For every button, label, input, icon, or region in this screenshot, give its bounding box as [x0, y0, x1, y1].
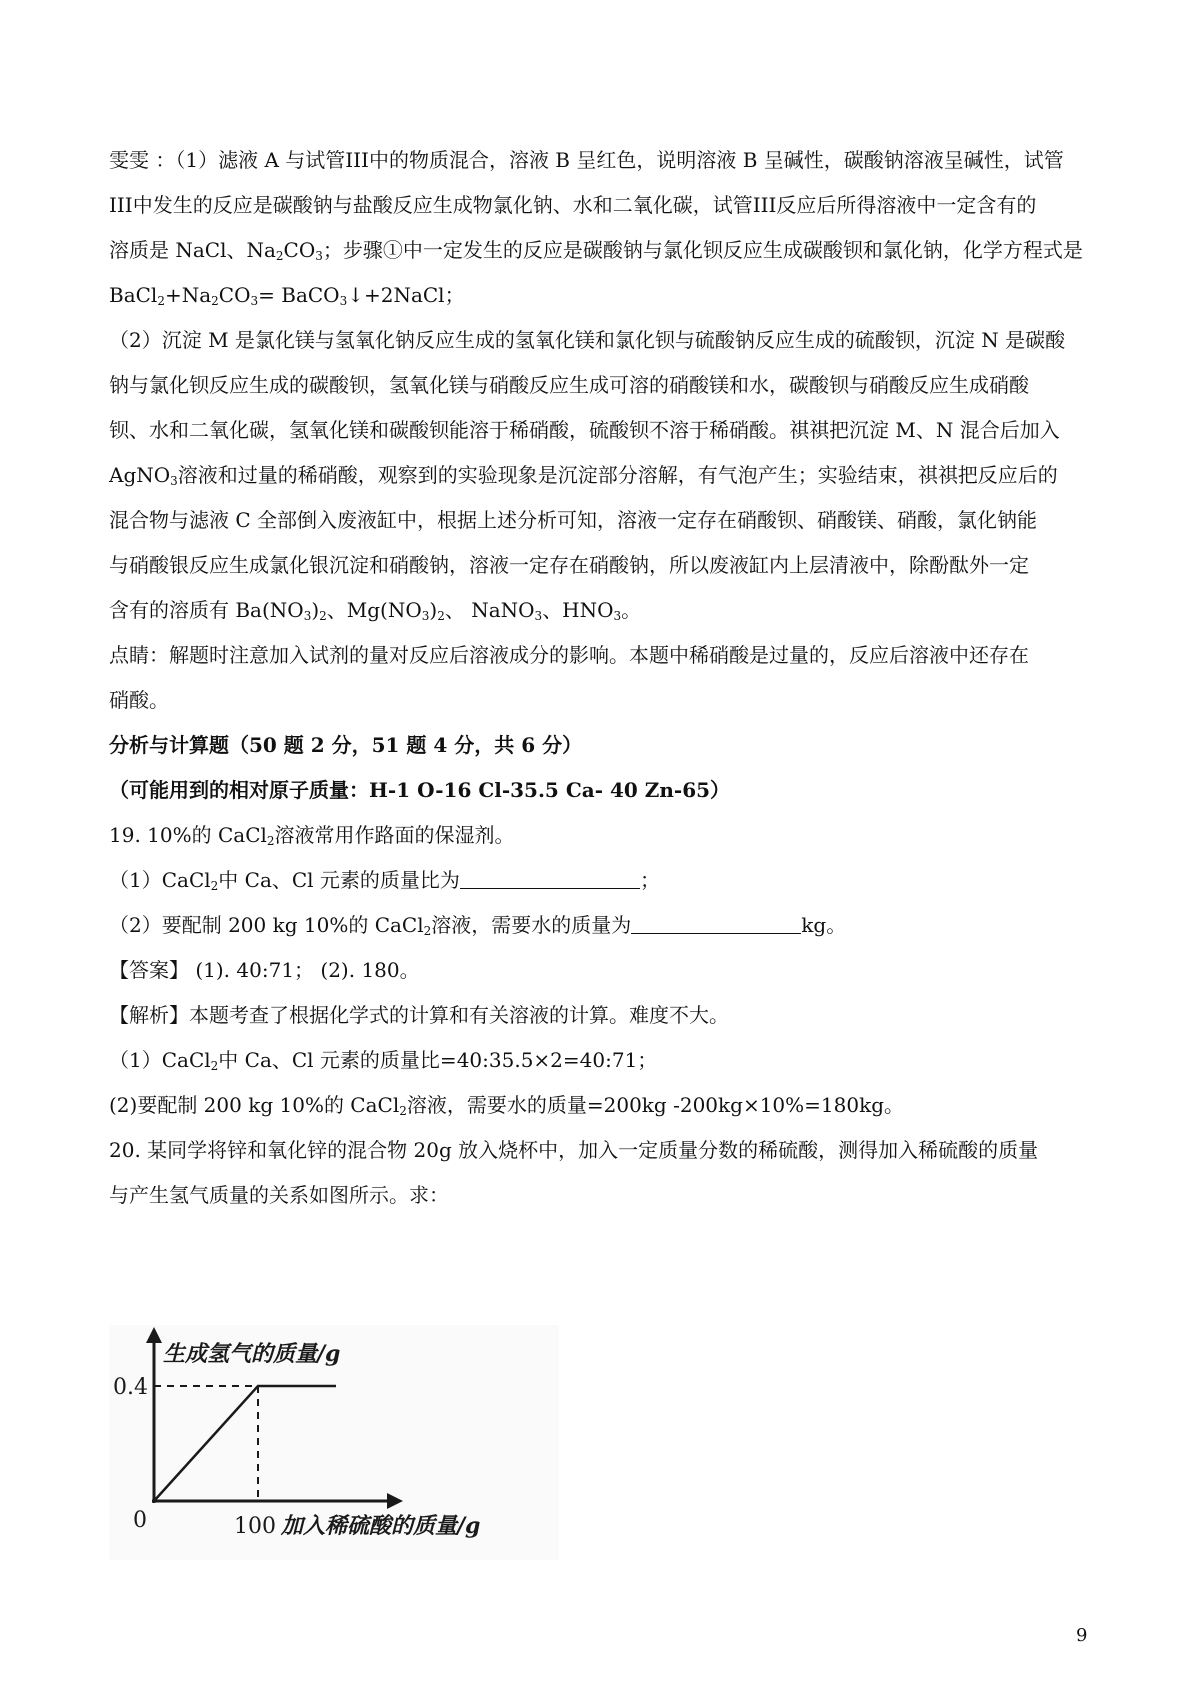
question-20-line-2: [109, 1181, 1099, 1209]
paragraph-line: [109, 596, 1099, 624]
text: （2）沉淀 M 是氯化镁与氢氧化钠反应生成的氢氧化镁和氯化钡与硫酸钠反应生成的硫酸钡，沉淀 N 是碳酸: [109, 328, 1066, 352]
x-axis-label: 加入稀硫酸的质量/g: [281, 1513, 481, 1539]
subscript: 3: [170, 474, 178, 488]
subscript: 3: [534, 609, 543, 623]
text: 钡、水和二氧化碳，氢氧化镁和碳酸钡能溶于稀硝酸，硫酸钡不溶于稀硝酸。祺祺把沉淀 M、N 混合后加入: [109, 418, 1060, 442]
text: ): [311, 598, 320, 622]
answer-blank[interactable]: [460, 868, 640, 889]
subscript: 2: [275, 249, 284, 263]
paragraph-line: [109, 146, 1099, 174]
text: 溶液常用作路面的保湿剂。: [274, 823, 515, 847]
text: 硝酸。: [109, 688, 169, 712]
text: CO: [283, 238, 316, 262]
text: （1）CaCl: [109, 1048, 211, 1072]
text: (2)要配制 200 kg 10%的 CaCl: [109, 1093, 400, 1117]
chemical-equation: [109, 281, 1099, 309]
tip-paragraph: [109, 641, 1099, 669]
paragraph-line: [109, 551, 1099, 579]
subscript: 3: [250, 294, 259, 308]
subscript: 3: [421, 609, 430, 623]
origin-label: 0: [133, 1508, 147, 1533]
text: 溶液，需要水的质量为: [431, 913, 632, 937]
subscript: 3: [613, 609, 622, 623]
text: （1）CaCl: [109, 868, 211, 892]
question-19-part-2: [109, 911, 1099, 939]
text: 含有的溶质有 Ba(NO: [109, 598, 304, 622]
text: 雯雯 ：（1）滤液 A 与试管III中的物质混合，溶液 B 呈红色，说明溶液 B 呈碱性，碳酸钠溶液呈碱性，试管: [109, 148, 1064, 172]
text: 19. 10%的 CaCl: [109, 823, 267, 847]
data-series-line: [154, 1386, 336, 1501]
text: CO: [218, 283, 251, 307]
text: ；步骤①中一定发生的反应是碳酸钠与氯化钡反应生成碳酸钡和氯化钠，化学方程式是: [322, 238, 1083, 262]
text: 【答案】 (1). 40:71； (2). 180。: [109, 958, 420, 982]
text: 与硝酸银反应生成氯化银沉淀和硝酸钠，溶液一定存在硝酸钠，所以废液缸内上层清液中，除酚酞外一定: [109, 553, 1029, 577]
subscript: 2: [210, 1059, 219, 1073]
text: 混合物与滤液 C 全部倒入废液缸中，根据上述分析可知，溶液一定存在硝酸钡、硝酸镁、硝酸，氯化钠能: [109, 508, 1038, 532]
text: ↓+2NaCl；: [347, 283, 465, 307]
subscript: 2: [210, 879, 219, 893]
subscript: 2: [157, 294, 165, 308]
analysis-part-2: [109, 1091, 1099, 1119]
question-20: [109, 1136, 1099, 1164]
page-number: 9: [1076, 1625, 1088, 1646]
analysis-line: [109, 1001, 1099, 1029]
x-axis-arrow: [387, 1493, 403, 1509]
text: 溶液，需要水的质量=200kg -200kg×10%=180kg。: [406, 1093, 905, 1117]
text: 分析与计算题（50 题 2 分，51 题 4 分，共 6 分）: [109, 733, 583, 757]
answer-line: [109, 956, 1099, 984]
subscript: 3: [315, 249, 323, 263]
text: 点睛：解题时注意加入试剂的量对反应后溶液成分的影响。本题中稀硝酸是过量的，反应后溶液中还存在: [109, 643, 1029, 667]
text: 中 Ca、Cl 元素的质量比=40:35.5×2=40:71；: [218, 1048, 658, 1072]
answer-blank[interactable]: [631, 913, 801, 934]
question-19-part-1: [109, 866, 1099, 894]
text: （2）要配制 200 kg 10%的 CaCl: [109, 913, 424, 937]
text: kg。: [801, 913, 847, 937]
text: 20. 某同学将锌和氧化锌的混合物 20g 放入烧杯中，加入一定质量分数的稀硫酸，测得加入稀硫酸的质量: [109, 1138, 1039, 1162]
subscript: 2: [423, 924, 432, 938]
text: BaCl: [109, 283, 158, 307]
paragraph-line: [109, 416, 1099, 444]
paragraph-line: [109, 461, 1099, 489]
text: 中 Ca、Cl 元素的质量比为: [218, 868, 460, 892]
paragraph-line: [109, 191, 1099, 219]
paragraph-line: [109, 371, 1099, 399]
chart-svg: [109, 1325, 559, 1560]
subscript: 3: [339, 294, 348, 308]
hydrogen-mass-chart: [109, 1325, 559, 1560]
text: III中发生的反应是碳酸钠与盐酸反应生成物氯化钠、水和二氧化碳，试管III反应后所得溶液中一定含有的: [109, 193, 1037, 217]
text: 。: [621, 598, 642, 622]
text: ；: [639, 868, 660, 892]
text: 钠与氯化钡反应生成的碳酸钡，氢氧化镁与硝酸反应生成可溶的硝酸镁和水，碳酸钡与硝酸反应生成硝酸: [109, 373, 1029, 397]
subscript: 2: [399, 1104, 407, 1118]
text: 溶质是 NaCl、Na: [109, 238, 276, 262]
text: 、Mg(NO: [326, 598, 422, 622]
text: （可能用到的相对原子质量：H-1 O-16 Cl-35.5 Ca- 40 Zn-65）: [109, 778, 731, 802]
section-heading: [109, 731, 1099, 759]
y-axis-arrow: [146, 1327, 162, 1343]
subscript: 2: [319, 609, 327, 623]
paragraph-line: [109, 686, 1099, 714]
paragraph-line: [109, 236, 1099, 264]
subscript: 2: [266, 834, 275, 848]
paragraph-line: [109, 326, 1099, 354]
text: ): [429, 598, 438, 622]
text: AgNO: [109, 463, 171, 487]
subscript: 3: [303, 609, 312, 623]
text: 、HNO: [542, 598, 614, 622]
analysis-part-1: [109, 1046, 1099, 1074]
question-19: [109, 821, 1099, 849]
text: 、 NaNO: [444, 598, 535, 622]
subscript: 2: [211, 294, 219, 308]
text: 与产生氢气质量的关系如图所示。求：: [109, 1183, 449, 1207]
y-tick-label: 0.4: [113, 1375, 148, 1400]
text: 溶液和过量的稀硝酸，观察到的实验现象是沉淀部分溶解，有气泡产生；实验结束，祺祺把反应后的: [177, 463, 1058, 487]
atomic-mass-note: [109, 776, 1099, 804]
subscript: 2: [437, 609, 445, 623]
x-tick-label: 100: [234, 1514, 276, 1539]
paragraph-line: [109, 506, 1099, 534]
text: = BaCO: [258, 283, 340, 307]
text: 【解析】本题考查了根据化学式的计算和有关溶液的计算。难度不大。: [109, 1003, 729, 1027]
y-axis-label: 生成氢气的质量/g: [163, 1341, 341, 1367]
text: +Na: [164, 283, 212, 307]
